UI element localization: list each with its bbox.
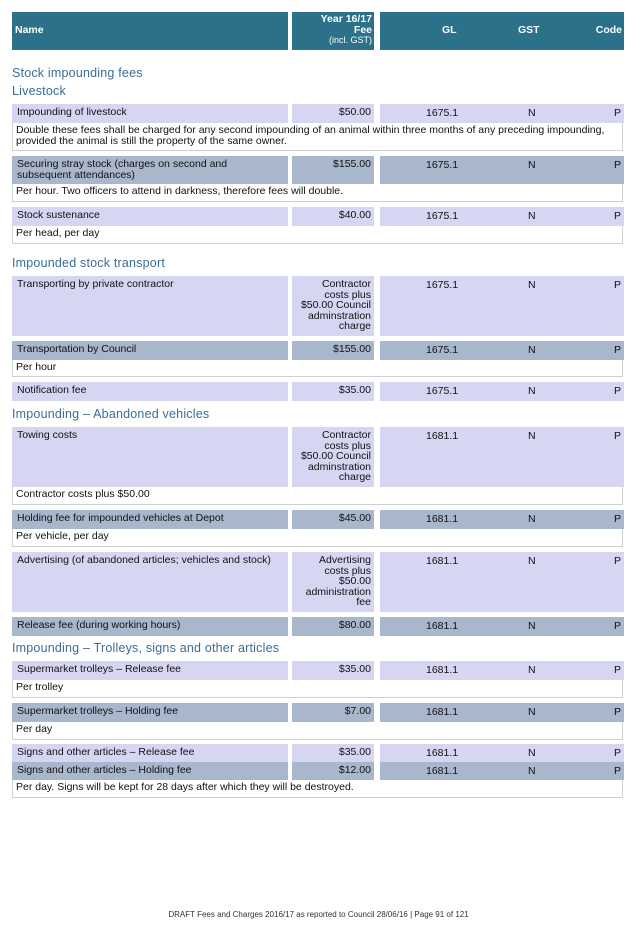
row-codes	[380, 427, 624, 487]
row-fee: Contractor costs plus $50.00 Council adminstration charge	[292, 427, 374, 487]
section-title-stock: Stock impounding fees	[12, 66, 143, 80]
table-row	[12, 427, 624, 487]
row-gst: N	[528, 159, 536, 171]
row-fee: $40.00	[292, 207, 374, 226]
row-name: Impounding of livestock	[12, 104, 288, 123]
row-codes	[380, 552, 624, 612]
row-name: Transporting by private contractor	[12, 276, 288, 336]
table-header	[12, 12, 624, 50]
header-fee-gst-note: (incl. GST)	[328, 35, 372, 45]
table-row	[12, 510, 624, 529]
row-fee: Advertising costs plus $50.00 administration fee	[292, 552, 374, 612]
row-gst: N	[528, 765, 536, 777]
section-title-transport: Impounded stock transport	[12, 256, 165, 270]
row-codes	[380, 276, 624, 336]
section-title-trolleys: Impounding – Trolleys, signs and other articles	[12, 641, 280, 655]
row-code: P	[613, 706, 621, 718]
row-codes	[380, 617, 624, 636]
table-row	[12, 104, 624, 123]
row-gst: N	[528, 620, 536, 632]
row-note: Per day. Signs will be kept for 28 days after which they will be destroyed.	[12, 780, 623, 798]
page-footer: DRAFT Fees and Charges 2016/17 as reported to Council 28/06/16 | Page 91 of 121	[168, 910, 469, 919]
table-row	[12, 156, 624, 184]
row-gl: 1681.1	[426, 747, 459, 759]
row-note: Per head, per day	[12, 226, 623, 244]
row-codes	[380, 104, 624, 123]
row-note: Per vehicle, per day	[12, 529, 623, 547]
row-gst: N	[528, 344, 536, 356]
table-row	[12, 617, 624, 636]
row-code: P	[613, 107, 621, 119]
row-gl: 1675.1	[426, 210, 459, 222]
row-gl: 1681.1	[426, 664, 459, 676]
row-name: Advertising (of abandoned articles; vehicles and stock)	[12, 552, 288, 612]
row-fee: $35.00	[292, 661, 374, 680]
row-note: Per day	[12, 722, 623, 740]
row-name: Signs and other articles – Holding fee	[12, 762, 288, 780]
row-gl: 1675.1	[426, 385, 459, 397]
row-gst: N	[528, 279, 536, 291]
row-gst: N	[528, 706, 536, 718]
row-gl: 1681.1	[426, 706, 459, 718]
row-codes	[380, 341, 624, 360]
row-fee: $35.00	[292, 382, 374, 401]
row-gst: N	[528, 385, 536, 397]
row-fee: $155.00	[292, 341, 374, 360]
row-fee: $12.00	[292, 762, 374, 780]
row-fee: $155.00	[292, 156, 374, 184]
row-gl: 1675.1	[426, 107, 459, 119]
row-note: Per hour. Two officers to attend in darkness, therefore fees will double.	[12, 184, 623, 202]
row-note: Per trolley	[12, 680, 623, 698]
row-codes	[380, 207, 624, 226]
row-codes	[380, 156, 624, 184]
row-code: P	[613, 344, 621, 356]
row-gst: N	[528, 430, 536, 442]
row-note: Double these fees shall be charged for any second impounding of an animal within three months of any preceding impounding, provided the animal is still the property of the same owner.	[12, 123, 623, 151]
row-gl: 1675.1	[426, 159, 459, 171]
table-row	[12, 703, 624, 722]
row-name: Securing stray stock (charges on second and subsequent attendances)	[12, 156, 288, 184]
row-codes	[380, 510, 624, 529]
row-codes	[380, 661, 624, 680]
row-fee: $50.00	[292, 104, 374, 123]
row-name: Holding fee for impounded vehicles at Depot	[12, 510, 288, 529]
header-gl: GL	[442, 24, 457, 36]
row-gl: 1675.1	[426, 344, 459, 356]
row-code: P	[613, 664, 621, 676]
header-gst: GST	[518, 24, 540, 36]
row-gst: N	[528, 747, 536, 759]
row-code: P	[613, 210, 621, 222]
row-code: P	[613, 159, 621, 171]
table-row	[12, 207, 624, 226]
table-row	[12, 744, 624, 762]
row-fee: $45.00	[292, 510, 374, 529]
row-gl: 1681.1	[426, 555, 459, 567]
row-name: Stock sustenance	[12, 207, 288, 226]
header-codes	[380, 12, 624, 50]
row-code: P	[613, 279, 621, 291]
row-fee: $35.00	[292, 744, 374, 762]
table-row	[12, 341, 624, 360]
row-code: P	[613, 385, 621, 397]
table-row	[12, 276, 624, 336]
row-fee: $80.00	[292, 617, 374, 636]
row-codes	[380, 762, 624, 780]
row-gl: 1681.1	[426, 513, 459, 525]
row-name: Signs and other articles – Release fee	[12, 744, 288, 762]
row-name: Notification fee	[12, 382, 288, 401]
header-name: Name	[12, 12, 288, 50]
header-fee	[292, 12, 374, 50]
row-gl: 1681.1	[426, 430, 459, 442]
header-code: Code	[595, 24, 622, 36]
row-code: P	[613, 620, 621, 632]
row-fee: Contractor costs plus $50.00 Council adminstration charge	[292, 276, 374, 336]
row-gst: N	[528, 107, 536, 119]
row-codes	[380, 382, 624, 401]
row-codes	[380, 703, 624, 722]
row-note: Per hour	[12, 360, 623, 377]
row-code: P	[613, 430, 621, 442]
row-gl: 1681.1	[426, 620, 459, 632]
header-fee-year: Year 16/17	[320, 13, 372, 25]
row-code: P	[613, 513, 621, 525]
row-gst: N	[528, 210, 536, 222]
row-name: Towing costs	[12, 427, 288, 487]
row-gst: N	[528, 664, 536, 676]
row-code: P	[613, 555, 621, 567]
row-note: Contractor costs plus $50.00	[12, 487, 623, 505]
row-name: Release fee (during working hours)	[12, 617, 288, 636]
section-title-vehicles: Impounding – Abandoned vehicles	[12, 407, 210, 421]
row-gst: N	[528, 513, 536, 525]
row-code: P	[613, 747, 621, 759]
row-name: Transportation by Council	[12, 341, 288, 360]
row-gst: N	[528, 555, 536, 567]
table-row	[12, 661, 624, 680]
row-code: P	[613, 765, 621, 777]
row-fee: $7.00	[292, 703, 374, 722]
row-gl: 1675.1	[426, 279, 459, 291]
row-codes	[380, 744, 624, 762]
header-fee-label: Fee	[353, 23, 372, 36]
row-name: Supermarket trolleys – Holding fee	[12, 703, 288, 722]
table-row	[12, 552, 624, 612]
table-row	[12, 762, 624, 780]
table-row	[12, 382, 624, 401]
row-gl: 1681.1	[426, 765, 459, 777]
row-name: Supermarket trolleys – Release fee	[12, 661, 288, 680]
section-title-livestock: Livestock	[12, 84, 66, 98]
